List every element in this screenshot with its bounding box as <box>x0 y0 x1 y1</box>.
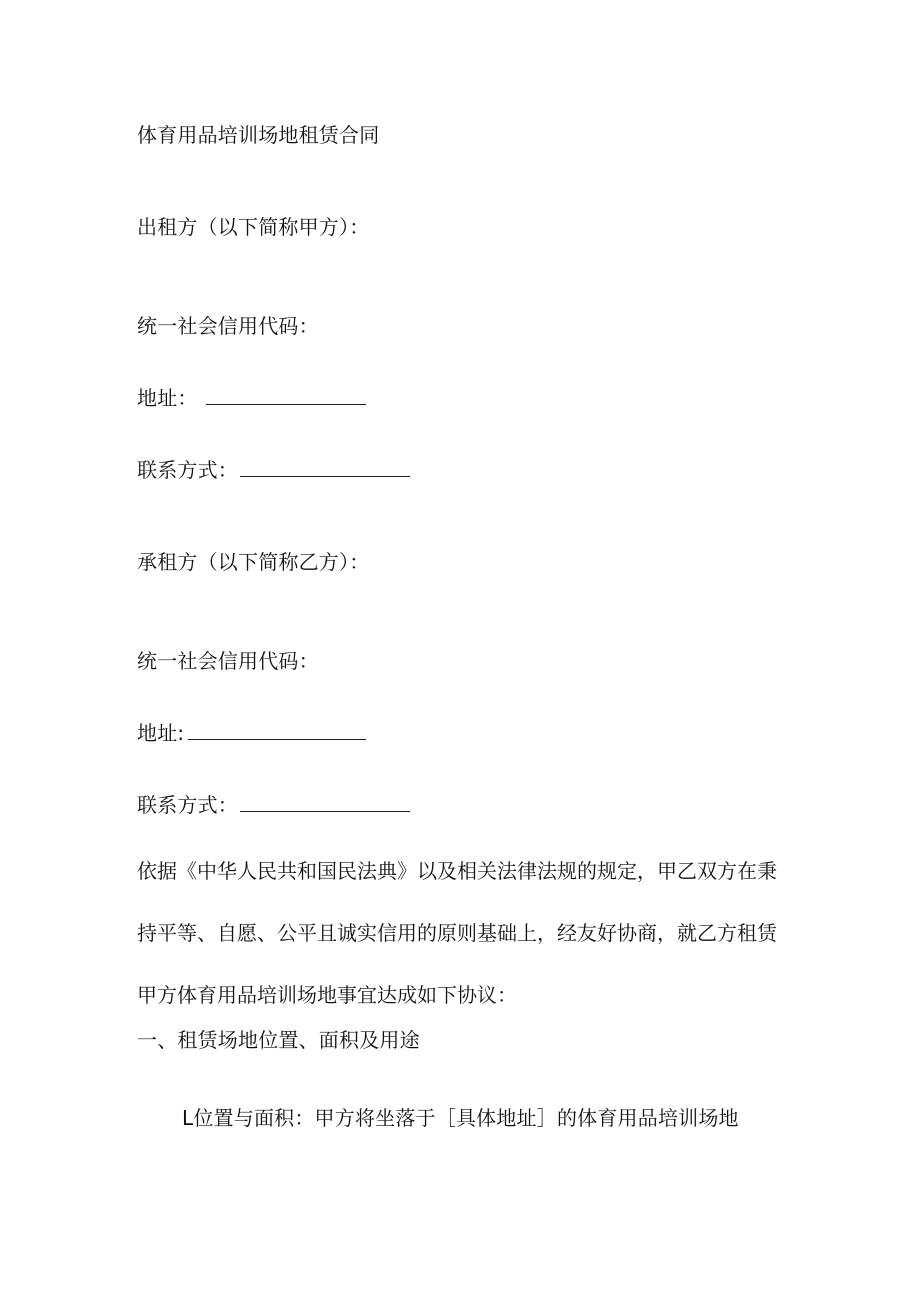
lessee-address-label: 地址: <box>137 721 185 745</box>
lessee-contact-label: 联系方式： <box>137 793 238 817</box>
document-title: 体育用品培训场地租赁合同 <box>137 123 380 147</box>
lessee-credit-code-label: 统一社会信用代码： <box>137 649 319 673</box>
preamble-line: 持平等、自愿、公平且诚实信用的原则基础上，经友好协商，就乙方租赁 <box>137 921 777 945</box>
lessee-address-row <box>137 719 366 747</box>
lessor-contact-row <box>137 456 410 484</box>
lessor-contact-blank <box>240 456 410 477</box>
lessor-address-blank <box>206 384 366 405</box>
lessor-address-label: 地址： <box>137 386 198 410</box>
lessee-heading: 承租方（以下简称乙方）： <box>137 550 370 574</box>
lessee-address-blank <box>188 719 366 740</box>
section-1-heading: 一、租赁场地位置、面积及用途 <box>137 1028 420 1052</box>
lessor-address-row <box>137 384 366 412</box>
lessor-heading: 出租方（以下简称甲方）： <box>137 215 370 239</box>
preamble-line: 甲方体育用品培训场地事宜达成如下协议： <box>137 983 517 1007</box>
section-1-item-1: L位置与面积：甲方将坐落于［具体地址］的体育用品培训场地 <box>182 1106 739 1130</box>
lessor-contact-label: 联系方式： <box>137 458 238 482</box>
preamble-line: 依据《中华人民共和国民法典》以及相关法律法规的规定，甲乙双方在秉 <box>137 859 777 883</box>
lessee-contact-row <box>137 791 410 819</box>
lessor-credit-code-label: 统一社会信用代码： <box>137 314 319 338</box>
lessee-contact-blank <box>240 791 410 812</box>
preamble-paragraph <box>137 857 787 1009</box>
